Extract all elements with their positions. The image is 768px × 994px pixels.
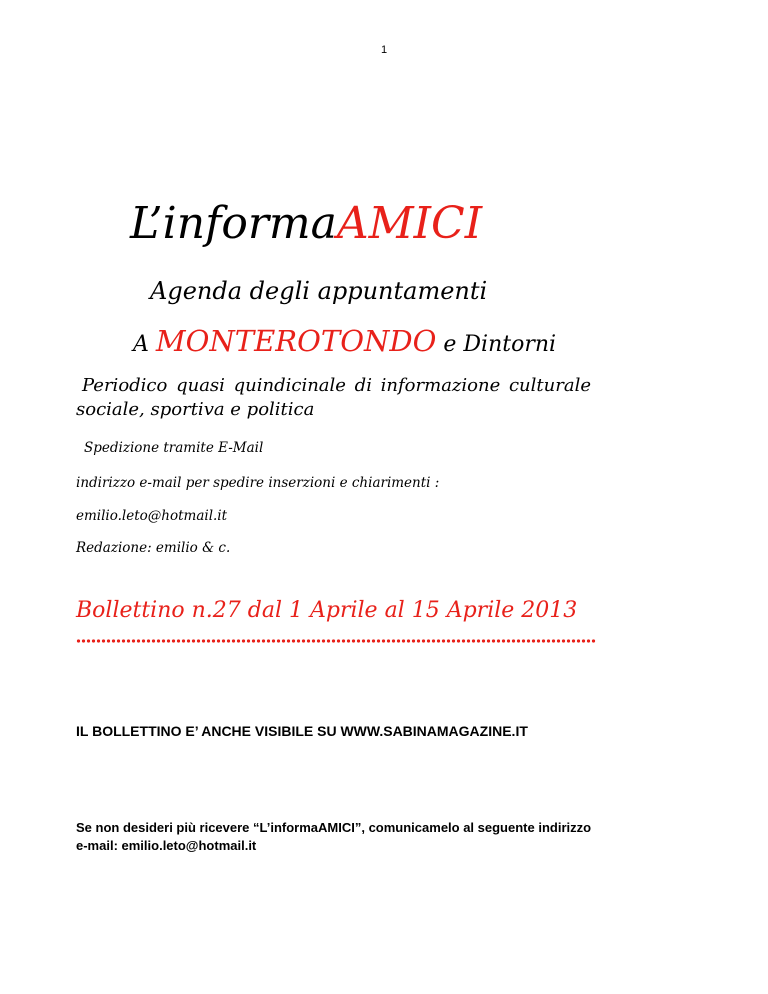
title-accent: AMICI [336,198,483,249]
location-suffix: e Dintorni [443,332,557,357]
unsubscribe-line-1: Se non desideri più ricevere “L’informaAMICI”, comunicamelo al seguente indirizzo [76,820,592,835]
address-label: indirizzo e-mail per spedire inserzioni e chiarimenti : [76,475,440,491]
editorial-info: Redazione: emilio & c. [76,540,231,556]
dotted-divider [76,638,596,644]
unsubscribe-notice [76,819,591,855]
location-city: MONTEROTONDO [155,324,437,358]
periodic-line-1: Periodico quasi quindicinale di informazione culturale [82,375,591,396]
location-line [133,323,556,363]
periodic-line-2: sociale, sportiva e politica [76,399,315,420]
unsubscribe-line-2: e-mail: emilio.leto@hotmail.it [76,838,257,853]
title-main: L’informa [130,198,337,249]
page-number: 1 [380,44,388,56]
shipping-info: Spedizione tramite E-Mail [84,440,264,456]
newsletter-subtitle: Agenda degli appuntamenti [150,277,488,305]
visibility-notice: IL BOLLETTINO E’ ANCHE VISIBILE SU WWW.SABINAMAGAZINE.IT [76,723,528,739]
newsletter-title [130,198,482,250]
location-prefix: A [133,332,149,357]
contact-email[interactable]: emilio.leto@hotmail.it [76,508,228,524]
periodic-description [76,374,706,422]
bulletin-title: Bollettino n.27 dal 1 Aprile al 15 Aprile 2013 [76,598,578,623]
